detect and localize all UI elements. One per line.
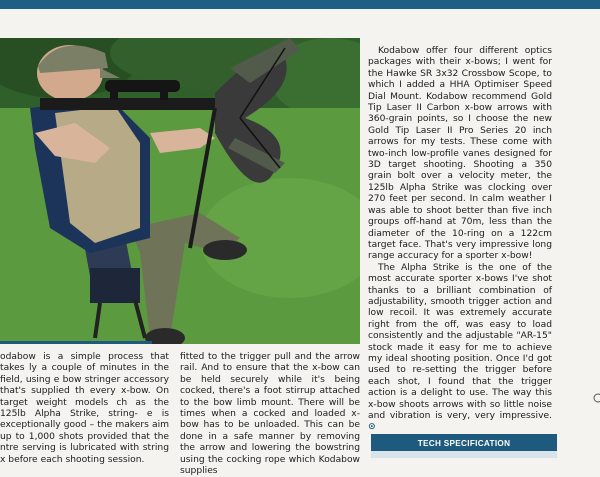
paragraph: odabow is a simple process that takes ly a couple of minutes in the field, using e bow stringer accessory that's supplied th every x-bow. On target weight models ch as the 125lb Alpha Strike, string- e is exceptionally good – the makers aim up to 1,000 shots provided that the ntre serving is lubricated with string x before each shooting session. <box>0 352 169 465</box>
crossbow-shooter-photo <box>0 38 360 344</box>
photo-caption <box>0 341 152 344</box>
end-of-article-icon: ⊙ <box>368 422 376 433</box>
page-edge-glyph <box>592 382 600 422</box>
paragraph: fitted to the trigger pull and the arrow rail. And to ensure that the x-bow can be held securely while it's being cocked, there's a foot stirrup attached to the bow limb mount. There will be times when a cocked and loaded x-bow has to be unloaded. This can be done in a safe manner by removing the arrow and lowering the bowstring using the cocking rope which Kodabow supplies <box>180 352 360 477</box>
article-bottom-middle-column <box>180 352 360 477</box>
article-right-column <box>368 46 552 434</box>
paragraph-text: The Alpha Strike is the one of the most accurate sporter x-bows I've shot thanks to a brilliant combination of adjustability, smooth trigger action and low recoil. It was extremely accurate right from the off, was easy to load consistently and the adjustable "AR-15" stock made it easy for me to achieve my ideal shooting position. Once I'd got used to re-setting the trigger before each shot, I found that the trigger action is a delight to use. The way this x-bow shoots arrows with so little noise and vibration is very, very impressive. <box>368 262 552 421</box>
paragraph <box>368 263 552 434</box>
header-bar <box>0 0 600 9</box>
spec-table-row <box>371 451 557 458</box>
tech-specification-box <box>371 434 557 458</box>
article-bottom-left-column <box>0 352 169 466</box>
article-photo <box>0 38 360 344</box>
tech-specification-title: TECH SPECIFICATION <box>417 439 511 448</box>
paragraph: Kodabow offer four different optics packages with their x-bows; I went for the Hawke SR 3x32 Crossbow Scope, to which I added a HHA Optimiser Speed Dial Mount. Kodabow recommend Gold Tip Laser II Carbon x-bow arrows with 360-grain points, so I choose the new Gold Tip Laser II Pro Series 20 inch arrows for my tests. These come with two-inch low-profile vanes designed for 3D target shooting. Shooting a 350 grain bolt over a velocity meter, the 125lb Alpha Strike was clocking over 270 feet per second. In calm weather I was able to shoot better than five inch groups off-hand at 70m, less than the diameter of the 10-ring on a 122cm target face. That's very impressive long range accuracy for a sporter x-bow! <box>368 46 552 262</box>
